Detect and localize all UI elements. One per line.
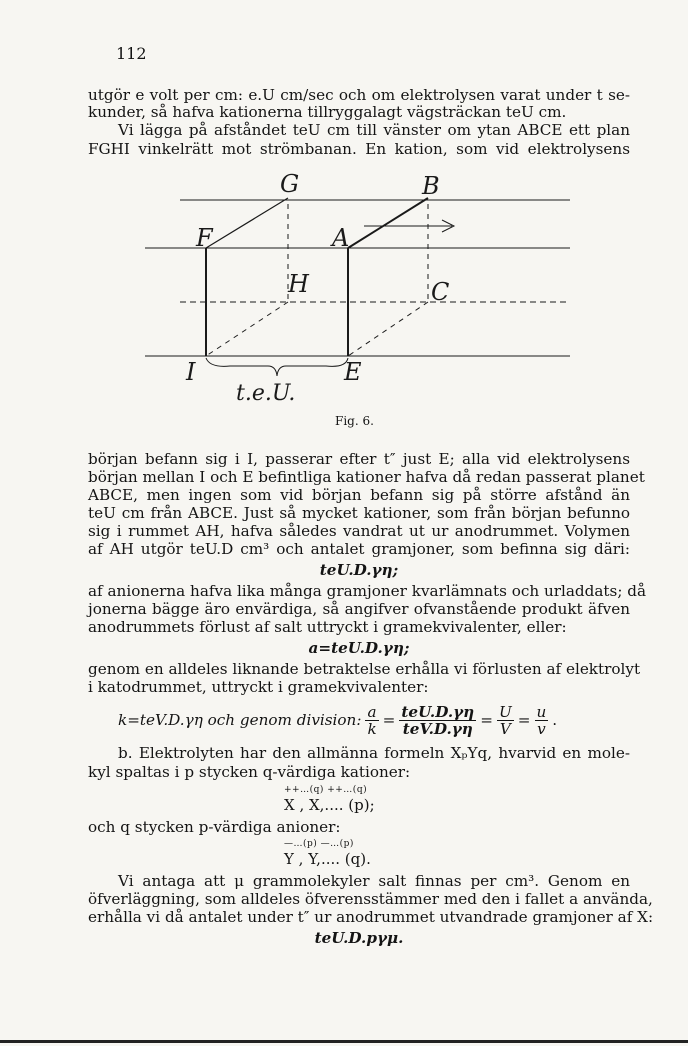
fraction-denominator: V xyxy=(499,719,511,738)
fraction-u-v xyxy=(535,704,549,737)
fraction-numerator: a xyxy=(365,704,378,721)
fraction-numerator: teU.D.γη xyxy=(401,702,475,721)
text-line: anodrummets förlust af salt uttryckt i gramekvivalenter, eller: xyxy=(88,618,567,636)
label-F: F xyxy=(196,224,213,252)
anion-symbols: Y , Y,.... (q). xyxy=(284,850,371,868)
text-line: sig i rummet AH, hafva således vandrat ut ur anodrummet. Volymen xyxy=(88,522,630,540)
equation-line: teU.D.γη; xyxy=(319,561,399,579)
division-equation: k=teV.D.γη och genom division: $\frac{a}{k}$ = $\frac{\text{teU.D.γη}}{\text{teV.D.γη}}$ = $\frac{U}{V}$ = $\frac{u}{v}$ . xyxy=(118,702,558,738)
equation-line: teU.D.pγμ. xyxy=(314,929,404,947)
anion-formula xyxy=(284,837,371,867)
fraction-denominator: k xyxy=(367,719,377,738)
fraction-a-k xyxy=(365,704,378,737)
equation-line: a=teU.D.γη; xyxy=(308,639,410,657)
text-line: af anionerna hafva lika många gramjoner kvarlämnats och urladdats; då xyxy=(88,582,647,600)
text-line: början befann sig i I, passerar efter t″ just E; alla vid elektrolysens xyxy=(88,450,630,468)
text-line: Vi antaga att μ grammolekyler salt finnas per cm³. Genom en xyxy=(118,872,630,890)
equation-left: k=teV.D.γη och genom division: xyxy=(118,711,362,729)
fraction-teU-teV xyxy=(399,704,476,737)
anion-charges: —…(p) —…(p) xyxy=(284,839,354,849)
label-G: G xyxy=(280,170,300,198)
text-line: teU cm från ABCE. Just så mycket kationer, som från början befunno xyxy=(88,504,630,522)
text-line: i katodrummet, uttryckt i gramekvivalenter: xyxy=(88,678,429,696)
page-bottom-edge xyxy=(0,1040,688,1043)
text-line: kyl spaltas i p stycken q-värdiga kationer: xyxy=(88,763,411,781)
label-C: C xyxy=(431,278,450,306)
fraction-denominator: teV.D.γη xyxy=(402,719,473,738)
text-line: utgör e volt per cm: e.U cm/sec och om elektrolysen varat under t se- xyxy=(88,86,630,104)
text-line: jonerna bägge äro envärdiga, så angifver ofvanstående produkt äfven xyxy=(88,600,630,618)
text-line: öfverläggning, som alldeles öfverensstämmer med den i fallet a använda, xyxy=(88,890,653,908)
text-line: Vi lägga på afståndet teU cm till vänster om ytan ABCE ett plan xyxy=(118,121,630,139)
text-line: genom en alldeles liknande betraktelse erhålla vi förlusten af elektrolyt xyxy=(88,660,641,678)
fraction-denominator: v xyxy=(537,719,546,738)
cation-symbols: X , X,.... (p); xyxy=(284,796,375,814)
text-line: af AH utgör teU.D cm³ och antalet gramjoner, som befinna sig däri: xyxy=(88,540,630,558)
label-H: H xyxy=(288,270,309,298)
label-B: B xyxy=(422,172,440,200)
figure-6-diagram xyxy=(140,168,580,408)
fraction-U-V xyxy=(497,704,514,737)
figure-caption: Fig. 6. xyxy=(335,414,374,428)
page-number: 112 xyxy=(116,44,147,63)
cation-charges: ++…(q) ++…(q) xyxy=(284,785,368,795)
text-line: kunder, så hafva kationerna tillryggalagt vägsträckan teU cm. xyxy=(88,103,567,121)
text-line: och q stycken p-värdiga anioner: xyxy=(88,818,341,836)
fraction-numerator: u xyxy=(536,702,547,721)
label-A: A xyxy=(332,224,350,252)
label-teU: t.e.U. xyxy=(236,381,296,406)
text-line: FGHI vinkelrätt mot strömbanan. En kation, som vid elektrolysens xyxy=(88,140,630,158)
text-line: början mellan I och E befintliga kationer hafva då redan passerat planet xyxy=(88,468,645,486)
text-line: b. Elektrolyten har den allmänna formeln XₚYq, hvarvid en mole- xyxy=(118,744,630,762)
label-E: E xyxy=(344,358,362,386)
fraction-numerator: U xyxy=(498,702,512,721)
label-I: I xyxy=(186,358,196,386)
cation-formula xyxy=(284,783,375,813)
text-line: ABCE, men ingen som vid början befann sig på större afstånd än xyxy=(88,486,630,504)
text-line: erhålla vi då antalet under t″ ur anodrummet utvandrade gramjoner af X: xyxy=(88,908,654,926)
